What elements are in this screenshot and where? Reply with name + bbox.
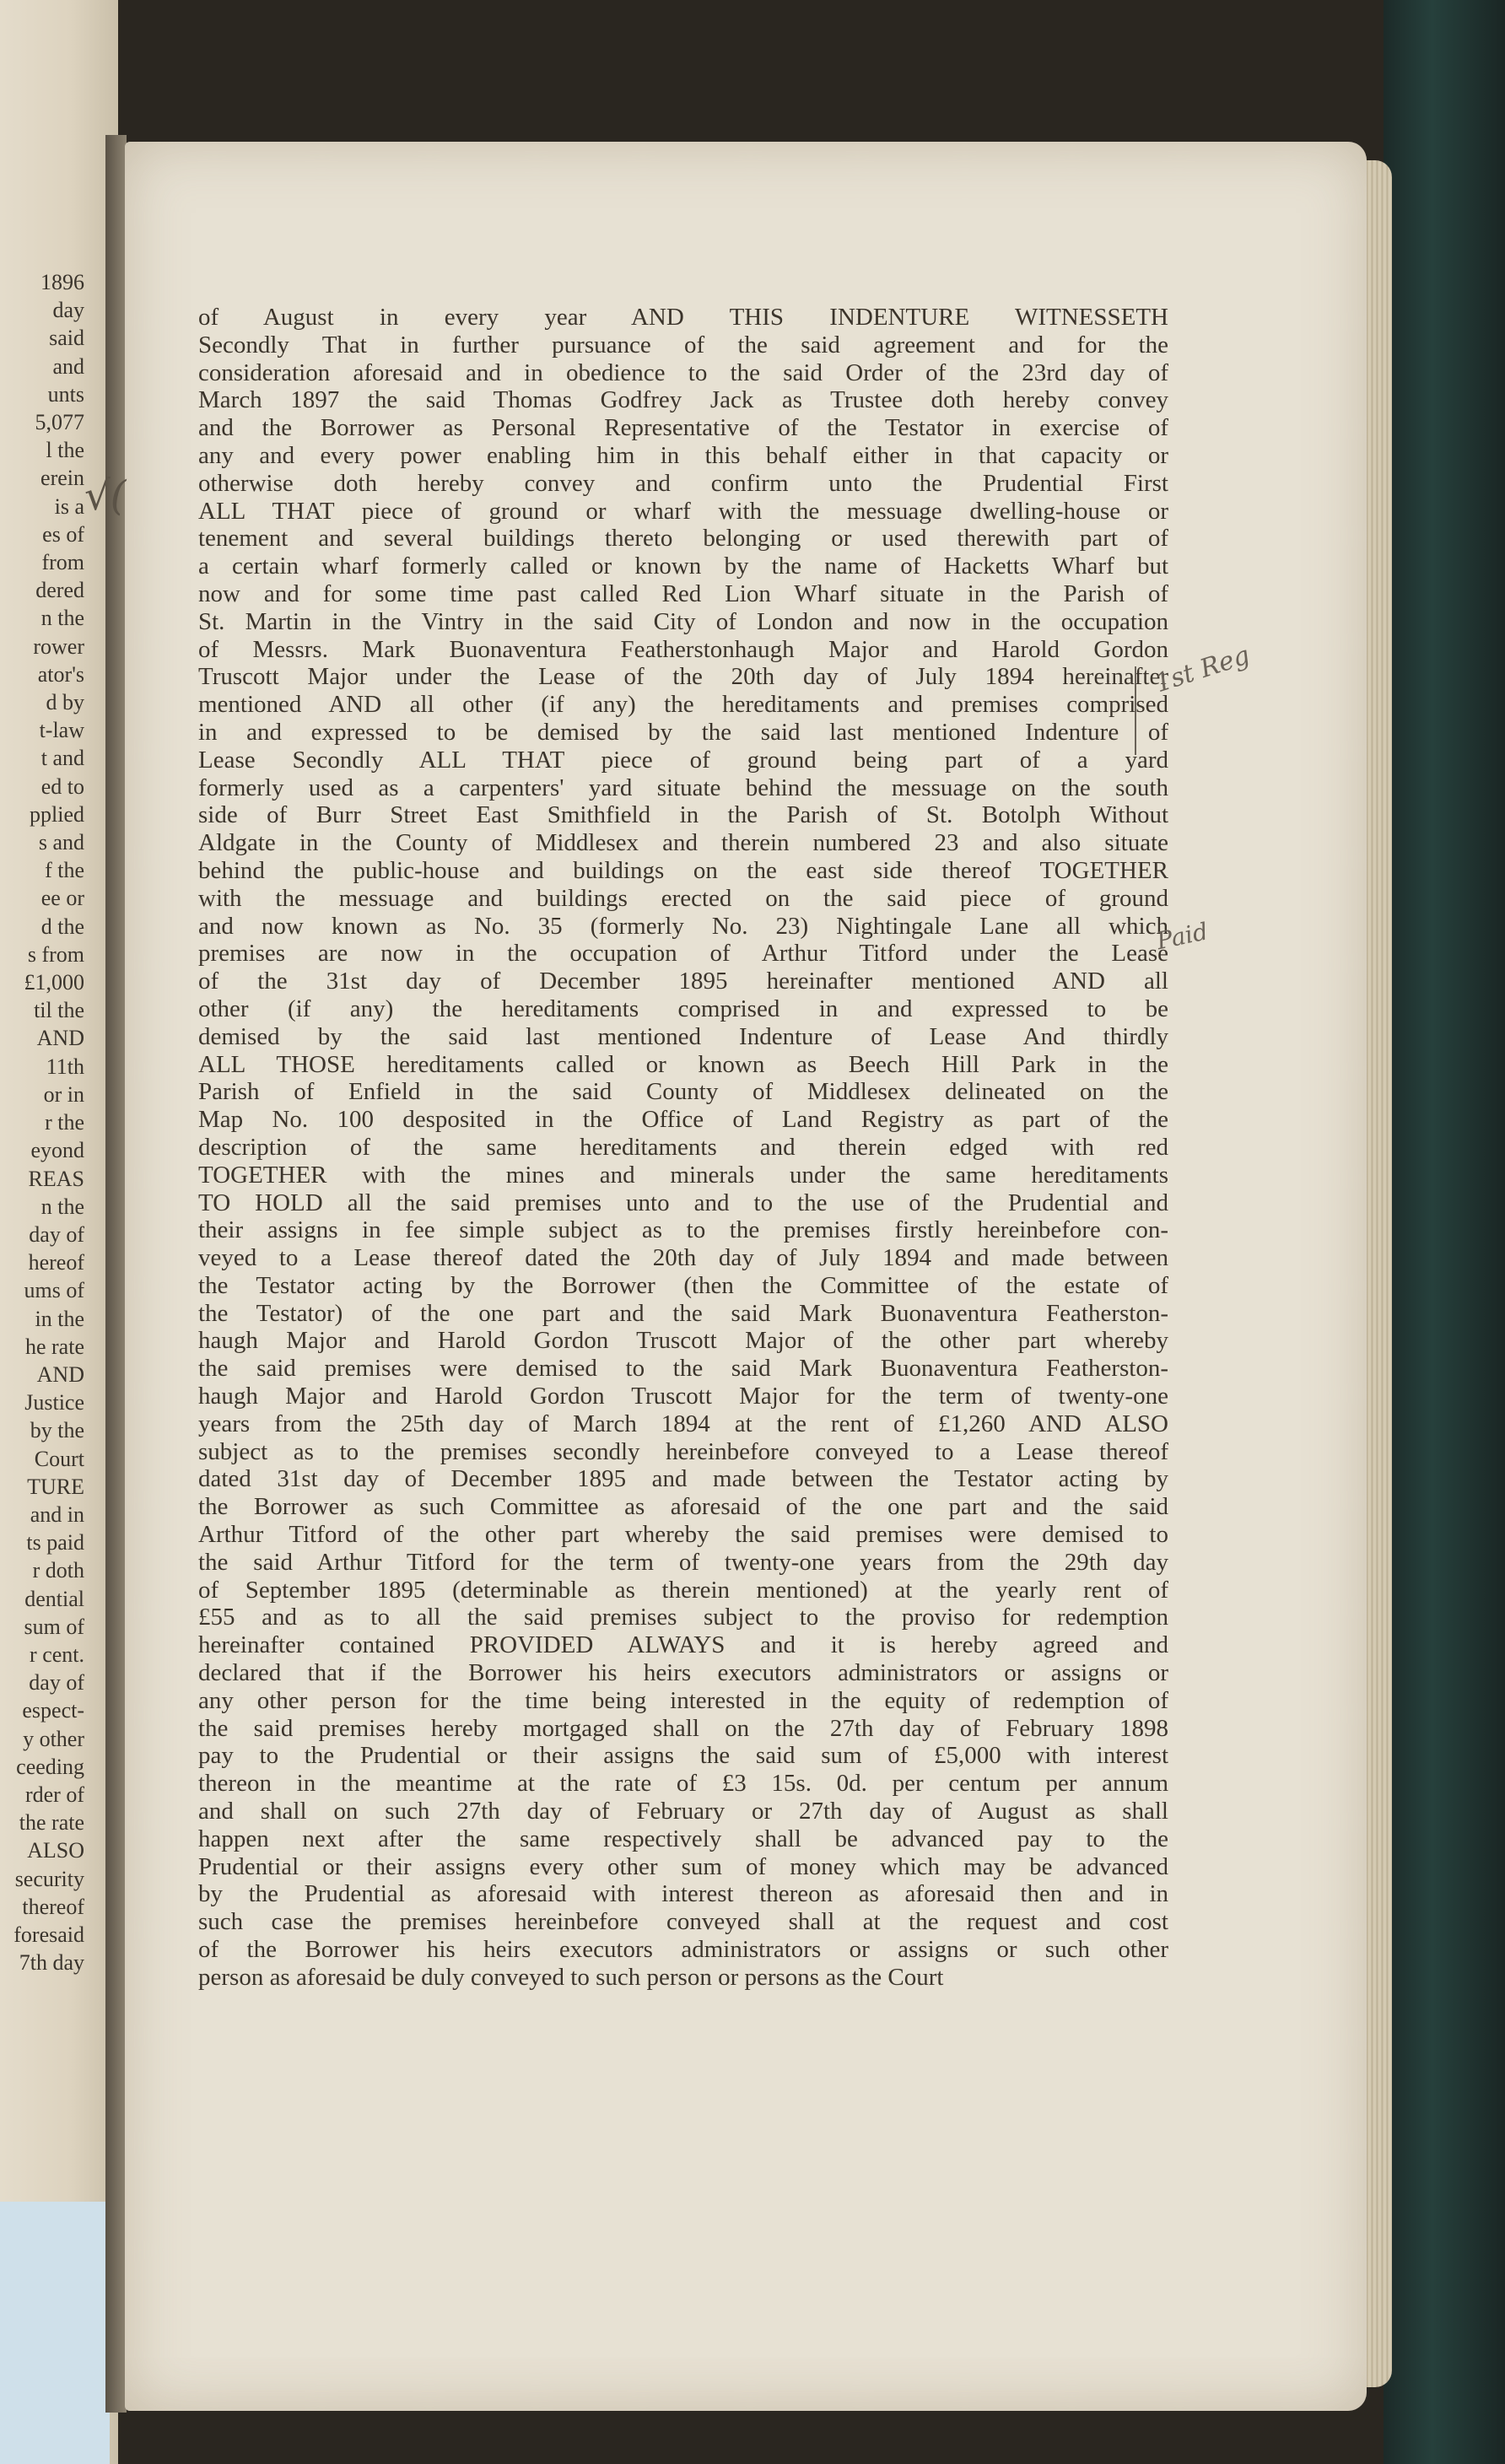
text-line: years from the 25th day of March 1894 at the rent of £1,260 AND ALSO: [198, 1410, 1168, 1437]
left-page-fragment: the rate: [19, 1810, 84, 1836]
left-page-text-fragments: [0, 268, 84, 1976]
text-line: now and for some time past called Red Lion Wharf situate in the Parish of: [198, 580, 1168, 607]
text-line: Map No. 100 desposited in the Office of Land Registry as part of the: [198, 1106, 1168, 1134]
text-line: their assigns in fee simple subject as to the premises firstly hereinbefore con-: [198, 1216, 1168, 1244]
text-line: Prudential or their assigns every other sum of money which may be advanced: [198, 1852, 1168, 1880]
left-page-fragment: REAS: [28, 1166, 84, 1191]
margin-note-registration: 1st Reg: [1152, 640, 1254, 699]
left-page-fragment: f the: [45, 858, 84, 883]
book-binding: [1384, 0, 1505, 2464]
left-page-fragment: eyond: [30, 1138, 84, 1163]
text-line: veyed to a Lease thereof dated the 20th day of July 1894 and made between: [198, 1244, 1168, 1272]
left-page-fragment: TURE: [27, 1474, 84, 1499]
text-line: formerly used as a carpenters' yard situate behind the messuage on the south: [198, 774, 1168, 801]
text-line: hereinafter contained PROVIDED ALWAYS and it is hereby agreed and: [198, 1631, 1168, 1659]
left-page-fragment: y other: [23, 1726, 84, 1751]
text-line: Secondly That in further pursuance of the said agreement and for the: [198, 331, 1168, 359]
left-page-fragment: dered: [35, 578, 84, 603]
left-page-fragment: ALSO: [27, 1838, 84, 1863]
left-page-fragment: thereof: [22, 1894, 84, 1919]
text-line: Arthur Titford of the other part whereby the said premises were demised to: [198, 1521, 1168, 1549]
text-line: such case the premises hereinbefore conveyed shall at the request and cost: [198, 1908, 1168, 1936]
left-page-fragment: d by: [46, 690, 84, 715]
left-page-fragment: rder of: [24, 1782, 84, 1807]
text-line: of September 1895 (determinable as therein mentioned) at the yearly rent of: [198, 1576, 1168, 1604]
left-page-fragment: 5,077: [35, 410, 84, 435]
text-line: thereon in the meantime at the rate of £3 15s. 0d. per centum per annum: [198, 1770, 1168, 1798]
left-page-fragment: n the: [40, 606, 84, 631]
left-page-fragment: day: [52, 298, 84, 323]
left-page-fragment: l the: [46, 438, 84, 463]
text-line: the Borrower as such Committee as aforesaid of the one part and the said: [198, 1493, 1168, 1521]
text-line: premises are now in the occupation of Arthur Titford under the Lease: [198, 940, 1168, 968]
text-line: mentioned AND all other (if any) the hereditaments and premises comprised: [198, 691, 1168, 719]
text-line: and now known as No. 35 (formerly No. 23) Nightingale Lane all which: [198, 912, 1168, 940]
text-line: otherwise doth hereby convey and confirm unto the Prudential First: [198, 469, 1168, 497]
left-page-fragment: 11th: [46, 1054, 84, 1079]
left-page-fragment: Justice: [24, 1390, 84, 1415]
text-line: declared that if the Borrower his heirs executors administrators or assigns or: [198, 1659, 1168, 1687]
text-line: March 1897 the said Thomas Godfrey Jack as Trustee doth hereby convey: [198, 386, 1168, 414]
text-line: in and expressed to be demised by the said last mentioned Indenture of: [198, 718, 1168, 746]
left-page-fragment: or in: [43, 1081, 84, 1107]
text-line: the said premises were demised to the said Mark Buonaventura Featherston-: [198, 1355, 1168, 1383]
text-line: haugh Major and Harold Gordon Truscott Major of the other part whereby: [198, 1327, 1168, 1355]
text-line: Aldgate in the County of Middlesex and therein numbered 23 and also situate: [198, 829, 1168, 857]
left-page-fragment: t-law: [39, 718, 84, 743]
text-line: person as aforesaid be duly conveyed to such person or persons as the Court: [198, 1963, 944, 1991]
text-line: any and every power enabling him in this behalf either in that capacity or: [198, 441, 1168, 469]
left-page-fragment: AND: [36, 1026, 84, 1051]
left-page-fragment: and in: [30, 1502, 84, 1527]
left-margin-tick-mark: √(: [84, 472, 127, 520]
text-line: Lease Secondly ALL THAT piece of ground being part of a yard: [198, 746, 1168, 774]
left-page-fragment: til the: [34, 998, 84, 1023]
text-line: Parish of Enfield in the said County of Middlesex delineated on the: [198, 1078, 1168, 1106]
paper-corner-strip: [0, 2202, 110, 2464]
text-line: ALL THAT piece of ground or wharf with the messuage dwelling-house or: [198, 497, 1168, 525]
text-line: the Testator acting by the Borrower (then the Committee of the estate of: [198, 1271, 1168, 1299]
text-line: with the messuage and buildings erected on the said piece of ground: [198, 884, 1168, 912]
text-line: ALL THOSE hereditaments called or known as Beech Hill Park in the: [198, 1050, 1168, 1078]
left-page-fragment: Court: [34, 1446, 84, 1471]
left-page-fragment: ator's: [37, 661, 84, 687]
text-line: other (if any) the hereditaments comprised in and expressed to be: [198, 995, 1168, 1022]
left-page-fragment: from: [41, 550, 84, 575]
text-line: haugh Major and Harold Gordon Truscott Major for the term of twenty-one: [198, 1383, 1168, 1410]
left-page-fragment: r cent.: [30, 1642, 84, 1667]
text-line: TO HOLD all the said premises unto and to the use of the Prudential and: [198, 1189, 1168, 1216]
text-line: the Testator) of the one part and the said Mark Buonaventura Featherston-: [198, 1299, 1168, 1327]
left-page-fragment: s and: [38, 830, 84, 855]
left-page-fragment: foresaid: [13, 1922, 84, 1947]
left-page-fragment: pplied: [30, 801, 84, 827]
left-page-fragment: hereof: [28, 1250, 84, 1275]
margin-note-paid: Paid: [1154, 917, 1211, 956]
left-page-fragment: 1896: [40, 270, 84, 294]
left-page-fragment: is a: [54, 493, 84, 519]
text-line: Truscott Major under the Lease of the 20th day of July 1894 hereinafter: [198, 663, 1168, 691]
left-page-fragment: ums of: [24, 1278, 84, 1303]
text-line: pay to the Prudential or their assigns the said sum of £5,000 with interest: [198, 1742, 1168, 1770]
left-page-fragment: n the: [40, 1194, 84, 1219]
left-page-fragment: day of: [29, 1670, 84, 1696]
left-page-fragment: day of: [29, 1221, 84, 1247]
left-page-fragment: by the: [30, 1418, 84, 1443]
indenture-body-text: [198, 304, 1168, 1992]
left-page-fragment: d the: [40, 914, 84, 939]
left-page-fragment: said: [49, 326, 84, 351]
text-line: of the Borrower his heirs executors administrators or assigns or such other: [198, 1936, 1168, 1964]
left-page-fragment: espect-: [22, 1698, 84, 1723]
left-page-fragment: ed to: [40, 774, 84, 799]
left-page-fragment: sum of: [24, 1614, 84, 1639]
left-page-fragment: and: [52, 353, 84, 379]
left-page-fragment: s from: [27, 941, 84, 967]
text-line: St. Martin in the Vintry in the said City of London and now in the occupation: [198, 607, 1168, 635]
left-page-fragment: unts: [47, 381, 84, 407]
left-page-fragment: in the: [35, 1306, 84, 1331]
left-page-fragment: £1,000: [24, 970, 84, 995]
left-page-fragment: ee or: [40, 886, 84, 911]
text-line: of August in every year AND THIS INDENTURE WITNESSETH: [198, 304, 1168, 331]
text-line: demised by the said last mentioned Indenture of Lease And thirdly: [198, 1022, 1168, 1050]
left-page: [0, 0, 118, 2464]
left-page-fragment: rower: [33, 634, 84, 659]
text-line: any other person for the time being interested in the equity of redemption of: [198, 1686, 1168, 1714]
left-page-fragment: 7th day: [19, 1950, 84, 1976]
left-page-fragment: he rate: [24, 1334, 84, 1359]
text-line: of the 31st day of December 1895 hereinafter mentioned AND all: [198, 968, 1168, 995]
text-line: of Messrs. Mark Buonaventura Featherstonhaugh Major and Harold Gordon: [198, 635, 1168, 663]
text-line: and shall on such 27th day of February or 27th day of August as shall: [198, 1798, 1168, 1825]
left-page-fragment: es of: [42, 521, 84, 547]
left-page-fragment: dential: [24, 1586, 84, 1611]
text-line: tenement and several buildings thereto belonging or used therewith part of: [198, 525, 1168, 553]
left-page-fragment: r doth: [32, 1558, 84, 1583]
text-line: a certain wharf formerly called or known by the name of Hacketts Wharf but: [198, 553, 1168, 580]
left-page-fragment: erein: [40, 466, 84, 491]
left-page-fragment: t and: [40, 746, 84, 771]
text-line: TOGETHER with the mines and minerals under the same hereditaments: [198, 1161, 1168, 1189]
text-line: behind the public-house and buildings on the east side thereof TOGETHER: [198, 856, 1168, 884]
text-line: and the Borrower as Personal Representative of the Testator in exercise of: [198, 414, 1168, 442]
text-line: the said Arthur Titford for the term of twenty-one years from the 29th day: [198, 1548, 1168, 1576]
text-line: side of Burr Street East Smithfield in the Parish of St. Botolph Without: [198, 801, 1168, 829]
text-line: subject as to the premises secondly hereinbefore conveyed to a Lease thereof: [198, 1437, 1168, 1465]
text-line: £55 and as to all the said premises subject to the proviso for redemption: [198, 1604, 1168, 1631]
left-page-fragment: ts paid: [26, 1530, 84, 1556]
left-page-fragment: AND: [36, 1361, 84, 1387]
text-line: by the Prudential as aforesaid with interest thereon as aforesaid then and in: [198, 1880, 1168, 1908]
text-line: happen next after the same respectively shall be advanced pay to the: [198, 1825, 1168, 1852]
text-line: consideration aforesaid and in obedience to the said Order of the 23rd day of: [198, 359, 1168, 386]
margin-bracket: [1135, 666, 1143, 755]
left-page-fragment: ceeding: [16, 1754, 84, 1779]
text-line: dated 31st day of December 1895 and made between the Testator acting by: [198, 1465, 1168, 1493]
left-page-fragment: security: [14, 1866, 84, 1891]
left-page-fragment: r the: [45, 1110, 84, 1135]
text-line: description of the same hereditaments and therein edged with red: [198, 1133, 1168, 1161]
text-line: the said premises hereby mortgaged shall on the 27th day of February 1898: [198, 1714, 1168, 1742]
